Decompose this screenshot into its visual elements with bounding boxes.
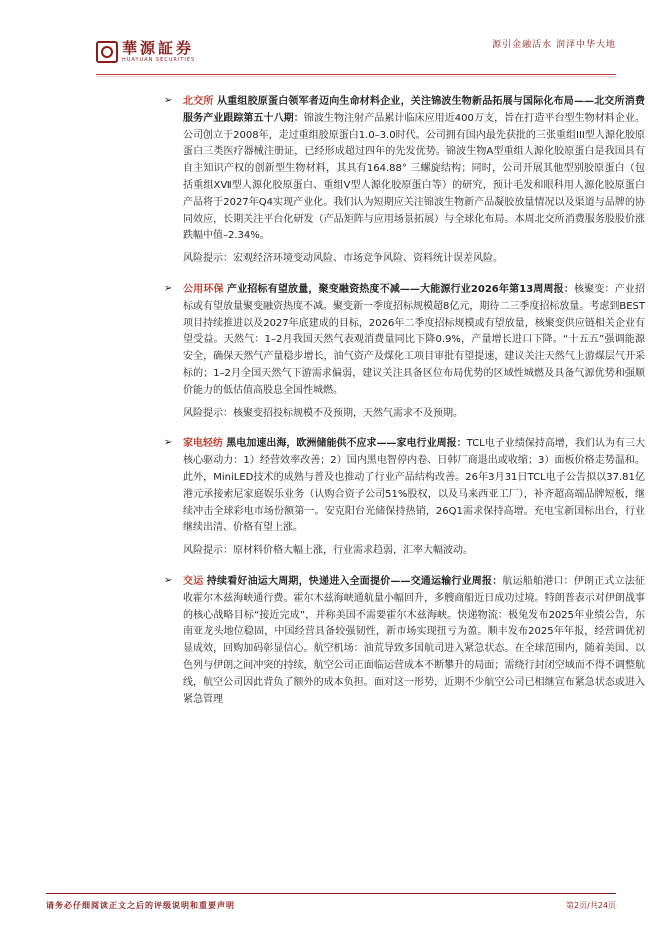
section-paragraph <box>183 94 645 245</box>
footer-disclaimer: 请务必仔细阅读正文之后的评级说明和重要声明 <box>46 901 235 910</box>
page-number: 第2页/共24页 <box>566 901 616 910</box>
section-body: TCL电子业绩保持高增，我们认为有三大核心驱动力：1）经营效率改善；2）国内黑电智停内卷、日韩厂商退出或收缩；3）面板价格走势温和。此外，MiniLED技术的成熟与普及也推动了行业产品结构改善。26年3月31日TCL电子公告拟以37.81亿港元承接索尼家庭娱乐业务（认购合资子公司51%股权，以及马来西亚工厂），补齐超高端品牌短板，继续冲击全球彩电市场份额第一。安克阳台光储保持热销，26Q1需求保持高增。充电宝新国标出台，行业继续出清、价格有望上涨。 <box>183 438 646 534</box>
section-transportation <box>164 574 646 708</box>
section-body: 航运船舶港口：伊朗正式立法征收霍尔木兹海峡通行费。霍尔木兹海峡通航量小幅回升，多艘商船近日成功过境。特朗普表示对伊朗战事的核心战略目标“接近完成”，并称美国不需要霍尔木兹海峡。快递物流：极兔发布2025年业绩公告，东南亚龙头地位稳固，中国经营具备较强韧性，新市场实现扭亏为盈。顺丰发布2025年年报，经营调优初显成效，回购加码彰显信心。航空机场：油荒导致多国航司进入紧急状态。在全球范围内，随着美国、以色列与伊朗之间冲突的持续，航空公司正面临运营成本不断攀升的局面；需绕行封闭空域而不得不调整航线，航空公司因此背负了额外的成本负担。面对这一形势，近期不少航空公司已相继宣布紧急状态或进入紧急管理 <box>183 575 646 705</box>
company-logo <box>96 40 195 64</box>
arrow-bullet-icon: ➢ <box>164 282 173 294</box>
section-body: 核聚变：产业招标或有望放量聚变融资热度不减。聚变新一季度招标规模超8亿元，期待二三季度招标放量。考虑到BEST项目持续推进以及2027年底建成的目标，2026年二季度招标规模或有望放量，核聚变供应链相关企业有望受益。天然气：1–2月我国天然气表观消费量同比下降0.9%，产量增长进口下降。“十五五”强调能源安全，确保天然气产量稳步增长，油气资产及煤化工项目审批有望提速，建议关注天然气上游煤层气开采标的；1–2月全国天然气下游需求偏弱，建议关注具备区位布局优势的区域性城燃及具备气源优势和强顺价能力的低估值高股息全国性城燃。 <box>183 283 646 396</box>
header-divider-light <box>96 76 616 77</box>
risk-notice: 风险提示：原材料价格大幅上涨，行业需求趋弱，汇率大幅波动。 <box>183 545 473 557</box>
arrow-bullet-icon: ➢ <box>164 437 173 449</box>
arrow-bullet-icon: ➢ <box>164 574 173 586</box>
section-paragraph <box>183 282 645 400</box>
section-tag: 交运 <box>183 575 204 587</box>
section-body: 锦波生物注射产品累计临床应用近400万支，旨在打造平台型生物材料企业。公司创立于2008年，走过重组胶原蛋白1.0–3.0时代。公司拥有国内最先获批的三张重组III型人源化胶原蛋白三类医疗器械注册证，已经形成超过四年的先发优势。锦波生物A型重组人源化胶原蛋白是我国具有自主知识产权的创新型生物材料，其具有164.88° 三螺旋结构；同时，公司开展其他型别胶原蛋白（包括重组XⅦ型人源化胶原蛋白、重组Ⅴ型人源化胶原蛋白等）的研究，预计毛发和眼科用人源化胶原蛋白产品将于2027年Q4实现产业化。我们认为短期应关注锦波生物新产品凝胶放量情况以及渠道与品牌的协同效应，长期关注平台化研发（产品矩阵与应用场景拓展）与全球化布局。本周北交所消费服务股股价涨跌幅中值–2.34%。 <box>183 112 645 242</box>
risk-notice: 风险提示：核聚变招投标规模不及预期，天然气需求不及预期。 <box>183 407 463 419</box>
section-title: 从重组胶原蛋白领军者迈向生命材料企业，关注锦波生物新品拓展与国际化布局——北交所消费服务产业跟踪第五十八期： <box>183 96 646 124</box>
section-utilities <box>164 282 646 422</box>
section-tag: 家电轻纺 <box>183 438 224 450</box>
section-paragraph <box>183 436 645 537</box>
arrow-bullet-icon: ➢ <box>164 95 173 106</box>
report-body <box>164 94 646 722</box>
section-title: 产业招标有望放量，聚变融资热度不减——大能源行业2026年第13周周报： <box>227 283 575 295</box>
header-slogan: 源引金融活水 润泽中华大地 <box>492 40 616 50</box>
section-beijing-exchange <box>164 94 646 268</box>
section-home-appliances <box>164 436 646 560</box>
logo-english-name: HUAYUAN SECURITIES <box>122 57 196 63</box>
section-tag: 北交所 <box>183 96 214 107</box>
risk-notice: 风险提示：宏观经济环境变动风险、市场竞争风险、资料统计误差风险。 <box>183 253 503 265</box>
section-paragraph <box>183 574 645 708</box>
page-header <box>0 0 662 74</box>
section-tag: 公用环保 <box>183 283 224 295</box>
logo-icon <box>96 41 118 63</box>
section-title: 持续看好油运大周期，快递进入全面提价——交通运输行业周报： <box>206 575 503 587</box>
logo-chinese-name: 華源証券 <box>122 39 195 57</box>
header-divider <box>96 74 616 75</box>
section-title: 黑电加速出海，欧洲储能供不应求——家电行业周报： <box>226 438 467 450</box>
footer-divider <box>46 893 616 894</box>
